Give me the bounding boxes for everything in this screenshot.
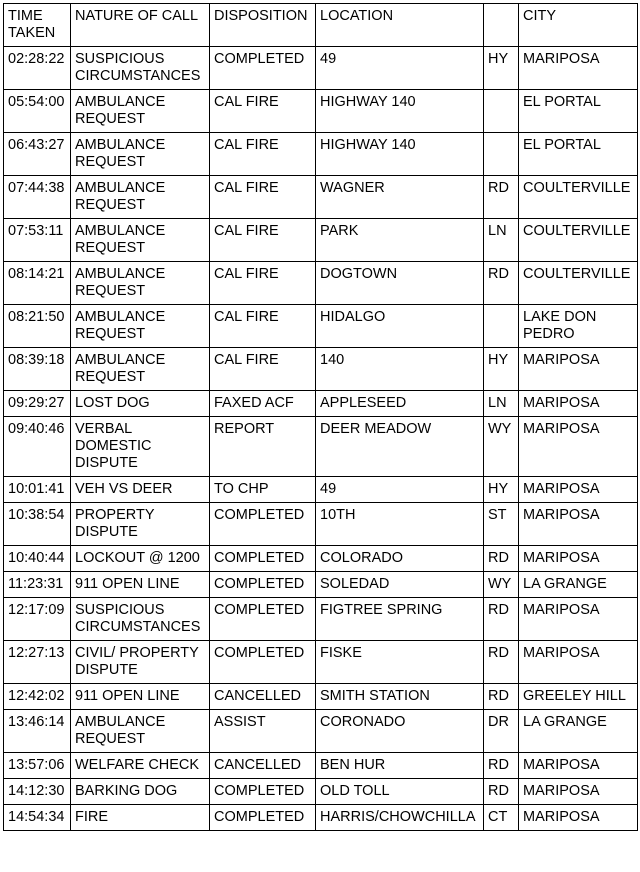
cell-disposition: CAL FIRE <box>210 133 316 176</box>
cell-location: HIGHWAY 140 <box>316 90 484 133</box>
table-row <box>4 572 638 598</box>
cell-location: FIGTREE SPRING <box>316 598 484 641</box>
cell-time: 12:42:02 <box>4 684 71 710</box>
cell-street-suffix: CT <box>484 805 519 831</box>
table-row <box>4 133 638 176</box>
cell-location: FISKE <box>316 641 484 684</box>
cell-city: COULTERVILLE <box>519 262 638 305</box>
cell-location: 49 <box>316 477 484 503</box>
cell-location: SOLEDAD <box>316 572 484 598</box>
cell-street-suffix: RD <box>484 753 519 779</box>
cell-disposition: COMPLETED <box>210 503 316 546</box>
cell-disposition: CAL FIRE <box>210 348 316 391</box>
cell-time: 10:01:41 <box>4 477 71 503</box>
cell-street-suffix: RD <box>484 176 519 219</box>
cell-disposition: CAL FIRE <box>210 176 316 219</box>
cell-nature-of-call: CIVIL/ PROPERTY DISPUTE <box>71 641 210 684</box>
cell-disposition: CAL FIRE <box>210 219 316 262</box>
cell-city: MARIPOSA <box>519 779 638 805</box>
cell-location: 10TH <box>316 503 484 546</box>
table-body <box>4 47 638 831</box>
cell-time: 10:40:44 <box>4 546 71 572</box>
cell-street-suffix: WY <box>484 572 519 598</box>
cell-city: MARIPOSA <box>519 391 638 417</box>
cell-time: 12:27:13 <box>4 641 71 684</box>
table-row <box>4 710 638 753</box>
cell-disposition: COMPLETED <box>210 47 316 90</box>
cell-city: MARIPOSA <box>519 47 638 90</box>
cell-street-suffix: ST <box>484 503 519 546</box>
cell-location: BEN HUR <box>316 753 484 779</box>
cell-location: DOGTOWN <box>316 262 484 305</box>
cell-nature-of-call: AMBULANCE REQUEST <box>71 348 210 391</box>
cell-city: MARIPOSA <box>519 805 638 831</box>
cell-city: MARIPOSA <box>519 641 638 684</box>
table-row <box>4 641 638 684</box>
cell-nature-of-call: 911 OPEN LINE <box>71 572 210 598</box>
cell-location: 140 <box>316 348 484 391</box>
cell-disposition: REPORT <box>210 417 316 477</box>
table-row <box>4 598 638 641</box>
cell-disposition: COMPLETED <box>210 641 316 684</box>
cell-nature-of-call: FIRE <box>71 805 210 831</box>
cell-street-suffix: DR <box>484 710 519 753</box>
cell-nature-of-call: AMBULANCE REQUEST <box>71 219 210 262</box>
cell-street-suffix: RD <box>484 684 519 710</box>
table-row <box>4 546 638 572</box>
cell-time: 09:40:46 <box>4 417 71 477</box>
cell-nature-of-call: PROPERTY DISPUTE <box>71 503 210 546</box>
cell-nature-of-call: WELFARE CHECK <box>71 753 210 779</box>
cell-city: EL PORTAL <box>519 133 638 176</box>
table-row <box>4 805 638 831</box>
cell-city: COULTERVILLE <box>519 176 638 219</box>
cell-street-suffix: RD <box>484 779 519 805</box>
header-disposition: DISPOSITION <box>210 4 316 47</box>
table-row <box>4 779 638 805</box>
cell-nature-of-call: AMBULANCE REQUEST <box>71 305 210 348</box>
cell-street-suffix: RD <box>484 641 519 684</box>
cell-nature-of-call: AMBULANCE REQUEST <box>71 262 210 305</box>
cell-street-suffix: HY <box>484 348 519 391</box>
cell-disposition: CANCELLED <box>210 684 316 710</box>
cell-city: MARIPOSA <box>519 546 638 572</box>
cell-location: HIGHWAY 140 <box>316 133 484 176</box>
cell-time: 07:53:11 <box>4 219 71 262</box>
cell-street-suffix <box>484 305 519 348</box>
cell-disposition: CAL FIRE <box>210 90 316 133</box>
cell-disposition: COMPLETED <box>210 572 316 598</box>
header-time-taken: TIME TAKEN <box>4 4 71 47</box>
cell-nature-of-call: 911 OPEN LINE <box>71 684 210 710</box>
cell-time: 06:43:27 <box>4 133 71 176</box>
table-row <box>4 305 638 348</box>
cell-nature-of-call: AMBULANCE REQUEST <box>71 90 210 133</box>
cell-city: MARIPOSA <box>519 348 638 391</box>
cell-location: CORONADO <box>316 710 484 753</box>
cell-street-suffix: RD <box>484 262 519 305</box>
cell-time: 10:38:54 <box>4 503 71 546</box>
cell-location: DEER MEADOW <box>316 417 484 477</box>
table-row <box>4 417 638 477</box>
cell-city: LA GRANGE <box>519 710 638 753</box>
cell-disposition: TO CHP <box>210 477 316 503</box>
header-street-suffix <box>484 4 519 47</box>
cell-location: WAGNER <box>316 176 484 219</box>
cell-nature-of-call: VEH VS DEER <box>71 477 210 503</box>
cell-street-suffix: WY <box>484 417 519 477</box>
cell-city: GREELEY HILL <box>519 684 638 710</box>
table-row <box>4 262 638 305</box>
cell-street-suffix <box>484 133 519 176</box>
cell-nature-of-call: AMBULANCE REQUEST <box>71 176 210 219</box>
cell-street-suffix: RD <box>484 598 519 641</box>
cell-disposition: COMPLETED <box>210 598 316 641</box>
table-row <box>4 90 638 133</box>
cell-location: 49 <box>316 47 484 90</box>
cell-nature-of-call: SUSPICIOUS CIRCUMSTANCES <box>71 598 210 641</box>
cell-time: 07:44:38 <box>4 176 71 219</box>
table-row <box>4 753 638 779</box>
table-row <box>4 47 638 90</box>
cell-disposition: COMPLETED <box>210 805 316 831</box>
cell-disposition: COMPLETED <box>210 779 316 805</box>
cell-nature-of-call: SUSPICIOUS CIRCUMSTANCES <box>71 47 210 90</box>
cell-nature-of-call: LOST DOG <box>71 391 210 417</box>
header-city: CITY <box>519 4 638 47</box>
cell-time: 14:12:30 <box>4 779 71 805</box>
table-row <box>4 684 638 710</box>
cell-time: 13:46:14 <box>4 710 71 753</box>
table-row <box>4 219 638 262</box>
cell-time: 09:29:27 <box>4 391 71 417</box>
cell-nature-of-call: LOCKOUT @ 1200 <box>71 546 210 572</box>
cell-city: MARIPOSA <box>519 598 638 641</box>
cell-street-suffix: HY <box>484 47 519 90</box>
cell-time: 02:28:22 <box>4 47 71 90</box>
cell-street-suffix: LN <box>484 391 519 417</box>
cell-location: OLD TOLL <box>316 779 484 805</box>
table-row <box>4 176 638 219</box>
cell-city: MARIPOSA <box>519 417 638 477</box>
cell-location: PARK <box>316 219 484 262</box>
cell-disposition: CAL FIRE <box>210 262 316 305</box>
cell-disposition: CAL FIRE <box>210 305 316 348</box>
header-location: LOCATION <box>316 4 484 47</box>
cell-time: 05:54:00 <box>4 90 71 133</box>
cell-time: 13:57:06 <box>4 753 71 779</box>
cell-location: SMITH STATION <box>316 684 484 710</box>
call-log-table <box>3 3 638 831</box>
cell-street-suffix: HY <box>484 477 519 503</box>
cell-city: COULTERVILLE <box>519 219 638 262</box>
cell-city: EL PORTAL <box>519 90 638 133</box>
cell-location: APPLESEED <box>316 391 484 417</box>
cell-time: 14:54:34 <box>4 805 71 831</box>
cell-nature-of-call: AMBULANCE REQUEST <box>71 710 210 753</box>
cell-street-suffix <box>484 90 519 133</box>
cell-nature-of-call: AMBULANCE REQUEST <box>71 133 210 176</box>
cell-city: MARIPOSA <box>519 503 638 546</box>
cell-location: COLORADO <box>316 546 484 572</box>
table-row <box>4 348 638 391</box>
cell-disposition: ASSIST <box>210 710 316 753</box>
cell-disposition: COMPLETED <box>210 546 316 572</box>
cell-location: HIDALGO <box>316 305 484 348</box>
cell-nature-of-call: VERBAL DOMESTIC DISPUTE <box>71 417 210 477</box>
cell-time: 11:23:31 <box>4 572 71 598</box>
cell-city: MARIPOSA <box>519 753 638 779</box>
cell-street-suffix: LN <box>484 219 519 262</box>
cell-time: 12:17:09 <box>4 598 71 641</box>
cell-time: 08:39:18 <box>4 348 71 391</box>
cell-nature-of-call: BARKING DOG <box>71 779 210 805</box>
cell-disposition: CANCELLED <box>210 753 316 779</box>
table-row <box>4 477 638 503</box>
table-row <box>4 503 638 546</box>
header-nature-of-call: NATURE OF CALL <box>71 4 210 47</box>
cell-city: LAKE DON PEDRO <box>519 305 638 348</box>
cell-time: 08:21:50 <box>4 305 71 348</box>
table-row <box>4 391 638 417</box>
cell-city: MARIPOSA <box>519 477 638 503</box>
header-row <box>4 4 638 47</box>
cell-street-suffix: RD <box>484 546 519 572</box>
cell-time: 08:14:21 <box>4 262 71 305</box>
cell-city: LA GRANGE <box>519 572 638 598</box>
cell-disposition: FAXED ACF <box>210 391 316 417</box>
cell-location: HARRIS/CHOWCHILLA <box>316 805 484 831</box>
